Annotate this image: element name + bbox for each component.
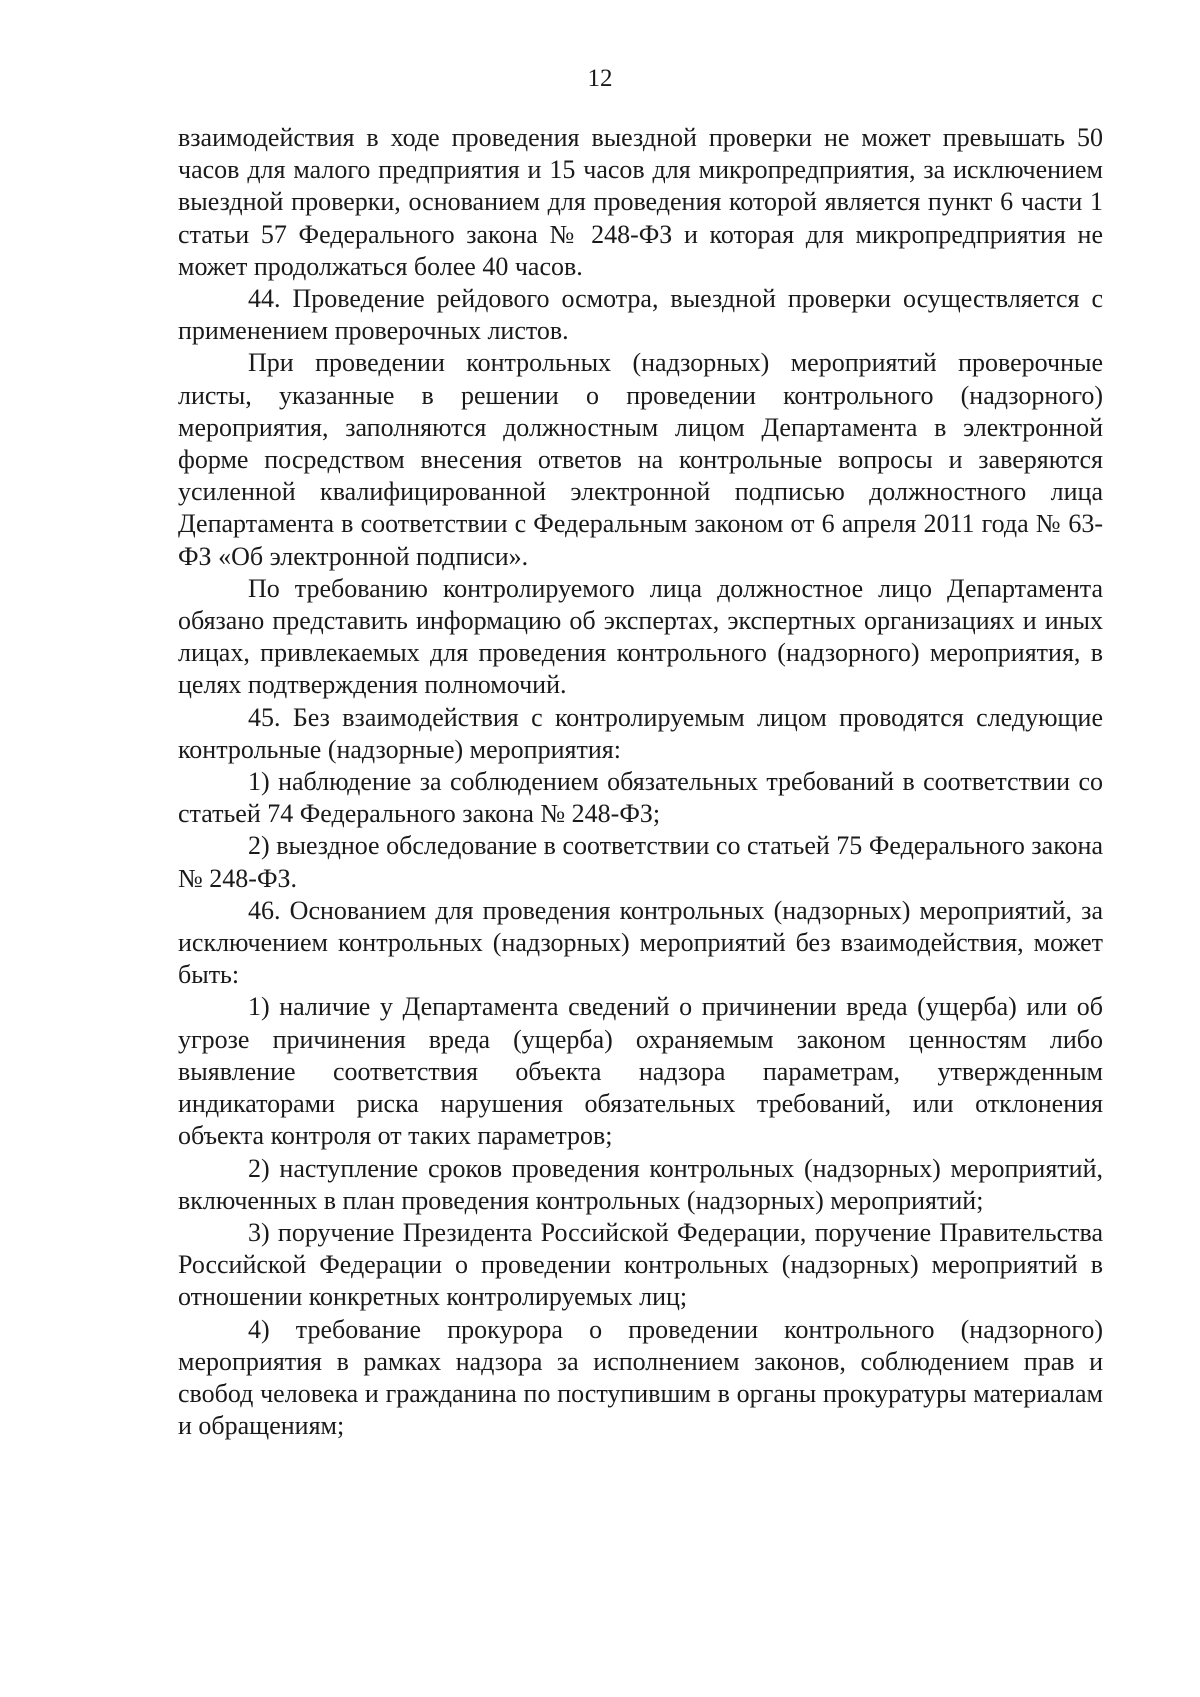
paragraph-checklists: При проведении контрольных (надзорных) мероприятий проверочные листы, указанные в решении о проведении контрольного (надзорного) мероприятия, заполняются должностным лицом Департамента в электронной форме посредством внесения ответов на контрольные вопросы и заверяются усиленной квалифицированной электронной подписью должностного лица Департамента в соответствии с Федеральным законом от 6 апреля 2011 года № 63-ФЗ «Об электронной подписи». — [178, 348, 1103, 571]
document-body — [178, 122, 1103, 1442]
list-item-46-3: 3) поручение Президента Российской Федерации, поручение Правительства Российской Федерации о проведении контрольных (надзорных) мероприятий в отношении конкретных контролируемых лиц; — [178, 1217, 1103, 1312]
paragraph-46: 46. Основанием для проведения контрольных (надзорных) мероприятий, за исключением контрольных (надзорных) мероприятий без взаимодействия, может быть: — [178, 895, 1103, 990]
paragraph-experts-info: По требованию контролируемого лица должностное лицо Департамента обязано представить информацию об экспертах, экспертных организациях и иных лицах, привлекаемых для проведения контрольного (надзорного) мероприятия, в целях подтверждения полномочий. — [178, 573, 1103, 700]
paragraph-44: 44. Проведение рейдового осмотра, выездной проверки осуществляется с применением проверочных листов. — [178, 284, 1103, 346]
list-item-45-2: 2) выездное обследование в соответствии со статьей 75 Федерального закона № 248-ФЗ. — [178, 831, 1103, 893]
paragraph-45: 45. Без взаимодействия с контролируемым лицом проводятся следующие контрольные (надзорные) мероприятия: — [178, 702, 1103, 764]
list-item-46-2: 2) наступление сроков проведения контрольных (надзорных) мероприятий, включенных в план проведения контрольных (надзорных) мероприятий; — [178, 1153, 1103, 1215]
list-item-45-1: 1) наблюдение за соблюдением обязательных требований в соответствии со статьей 74 Федерального закона № 248-ФЗ; — [178, 767, 1103, 829]
paragraph-continuation: взаимодействия в ходе проведения выездной проверки не может превышать 50 часов для малого предприятия и 15 часов для микропредприятия, за исключением выездной проверки, основанием для проведения которой является пункт 6 части 1 статьи 57 Федерального закона № 248-ФЗ и которая для микропредприятия не может продолжаться более 40 часов. — [178, 123, 1103, 281]
list-item-46-4: 4) требование прокурора о проведении контрольного (надзорного) мероприятия в рамках надзора за исполнением законов, соблюдением прав и свобод человека и гражданина по поступившим в органы прокуратуры материалам и обращениям; — [178, 1314, 1103, 1441]
page-number: 12 — [587, 65, 613, 92]
list-item-46-1: 1) наличие у Департамента сведений о причинении вреда (ущерба) или об угрозе причинения вреда (ущерба) охраняемым законом ценностям либо выявление соответствия объекта надзора параметрам, утвержденным индикаторами риска нарушения обязательных требований, или отклонения объекта контроля от таких параметров; — [178, 992, 1103, 1151]
